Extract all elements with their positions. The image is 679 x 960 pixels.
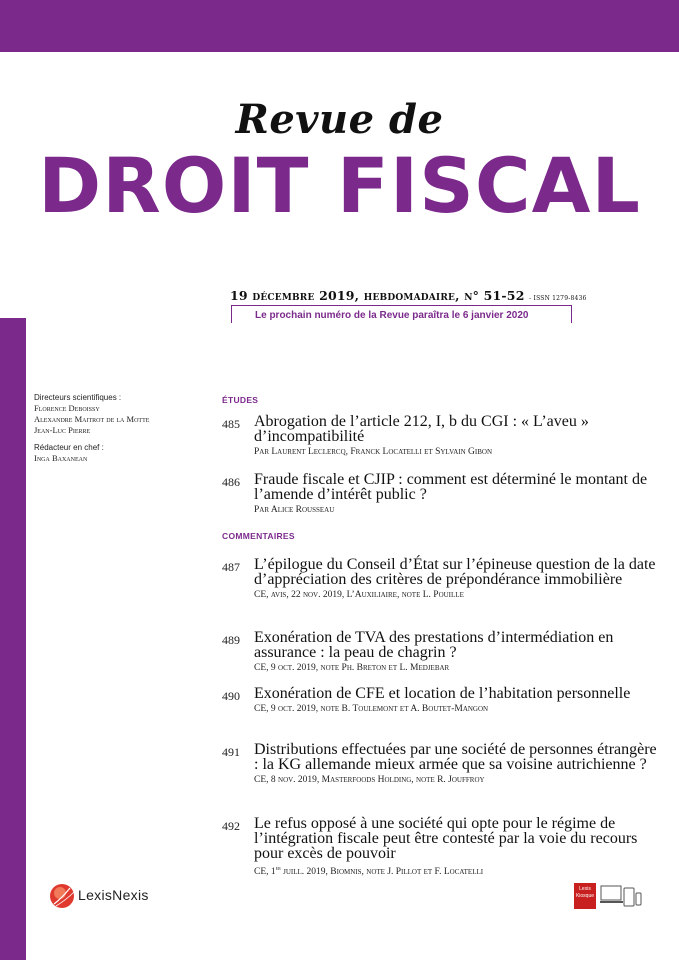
section-commentaires: COMMENTAIRES <box>222 531 295 541</box>
article-number: 489 <box>222 633 240 647</box>
director-name: Jean-Luc Pierre <box>34 425 91 435</box>
journal-title-prefix: Revue de <box>235 96 444 143</box>
article-byline <box>254 864 662 878</box>
article-entry[interactable] <box>222 686 662 715</box>
article-entry[interactable] <box>222 414 662 458</box>
article-title: Le refus opposé à une société qui opte pour le régime de l’intégration fiscale peut être contesté par la voie du recours pour excès de pouvoir <box>254 815 638 862</box>
issue-separator-left <box>231 305 232 323</box>
article-byline: CE, 9 oct. 2019, note Ph. Breton et L. Medjebar <box>254 663 450 673</box>
director-name: Alexandre Maitrot de la Motte <box>34 414 150 424</box>
article-number: 486 <box>222 475 240 489</box>
article-byline: Par Alice Rousseau <box>254 505 335 515</box>
devices-icon <box>600 884 642 910</box>
article-entry[interactable] <box>222 816 662 878</box>
issue-separator <box>231 305 571 306</box>
article-number: 490 <box>222 689 240 703</box>
section-etudes: ÉTUDES <box>222 395 259 405</box>
directors-label: Directeurs scientifiques : <box>34 393 122 402</box>
badge-text: Lexis <box>579 886 591 892</box>
article-byline: Par Laurent Leclercq, Franck Locatelli et Sylvain Gibon <box>254 447 493 457</box>
chief-editor-label: Rédacteur en chef : <box>34 443 104 452</box>
article-title: Fraude fiscale et CJIP : comment est déterminé le montant de l’amende d’intérêt public ? <box>254 471 648 503</box>
article-number: 492 <box>222 819 240 833</box>
issn: - ISSN 1279-8436 <box>529 295 587 302</box>
article-title: Exonération de TVA des prestations d’intermédiation en assurance : la peau de chagrin ? <box>254 629 614 661</box>
top-color-band <box>0 0 679 52</box>
article-byline: CE, avis, 22 nov. 2019, L’Auxiliaire, note L. Pouille <box>254 590 464 600</box>
issue-date-number: 19 décembre 2019, hebdomadaire, n° 51-52 <box>230 288 525 303</box>
journal-title: DROIT FISCAL <box>38 141 641 230</box>
article-number: 491 <box>222 745 240 759</box>
publisher-name: LexisNexis <box>78 887 149 903</box>
article-entry[interactable] <box>222 742 662 786</box>
article-entry[interactable] <box>222 472 662 516</box>
article-entry[interactable] <box>222 630 662 674</box>
director-name: Florence Deboissy <box>34 403 100 413</box>
lexis-kiosque-badge <box>574 883 596 909</box>
next-issue-notice: Le prochain numéro de la Revue paraîtra le 6 janvier 2020 <box>255 310 529 321</box>
byline-part: CE, 1 <box>254 867 276 878</box>
article-title: Distributions effectuées par une société de personnes étrangère : la KG allemande mieux armée que sa voisine autrichienne ? <box>254 741 657 773</box>
chief-editor-name: Inga Baxanean <box>34 453 88 463</box>
badge-text: Kiosque <box>575 893 595 899</box>
article-byline: CE, 9 oct. 2019, note B. Toulemont et A. Boutet-Mangon <box>254 704 489 714</box>
article-entry[interactable] <box>222 557 662 601</box>
masthead <box>34 392 149 464</box>
left-color-band <box>0 318 26 960</box>
byline-part: juill. 2019, Biomnis, note J. Pillot et F. Locatelli <box>280 867 484 878</box>
article-title: Abrogation de l’article 212, I, b du CGI : « L’aveu » d’incompatibilité <box>254 413 589 445</box>
article-number: 487 <box>222 560 240 574</box>
article-title: L’épilogue du Conseil d’État sur l’épineuse question de la date d’appréciation des critères de prépondérance immobilière <box>254 556 656 588</box>
issue-separator-right <box>571 305 572 323</box>
issue-line <box>230 288 587 303</box>
byline-superscript: er <box>275 866 281 872</box>
article-title: Exonération de CFE et location de l’habitation personnelle <box>254 685 631 702</box>
article-number: 485 <box>222 417 240 431</box>
article-byline: CE, 8 nov. 2019, Masterfoods Holding, note R. Jouffroy <box>254 775 485 785</box>
